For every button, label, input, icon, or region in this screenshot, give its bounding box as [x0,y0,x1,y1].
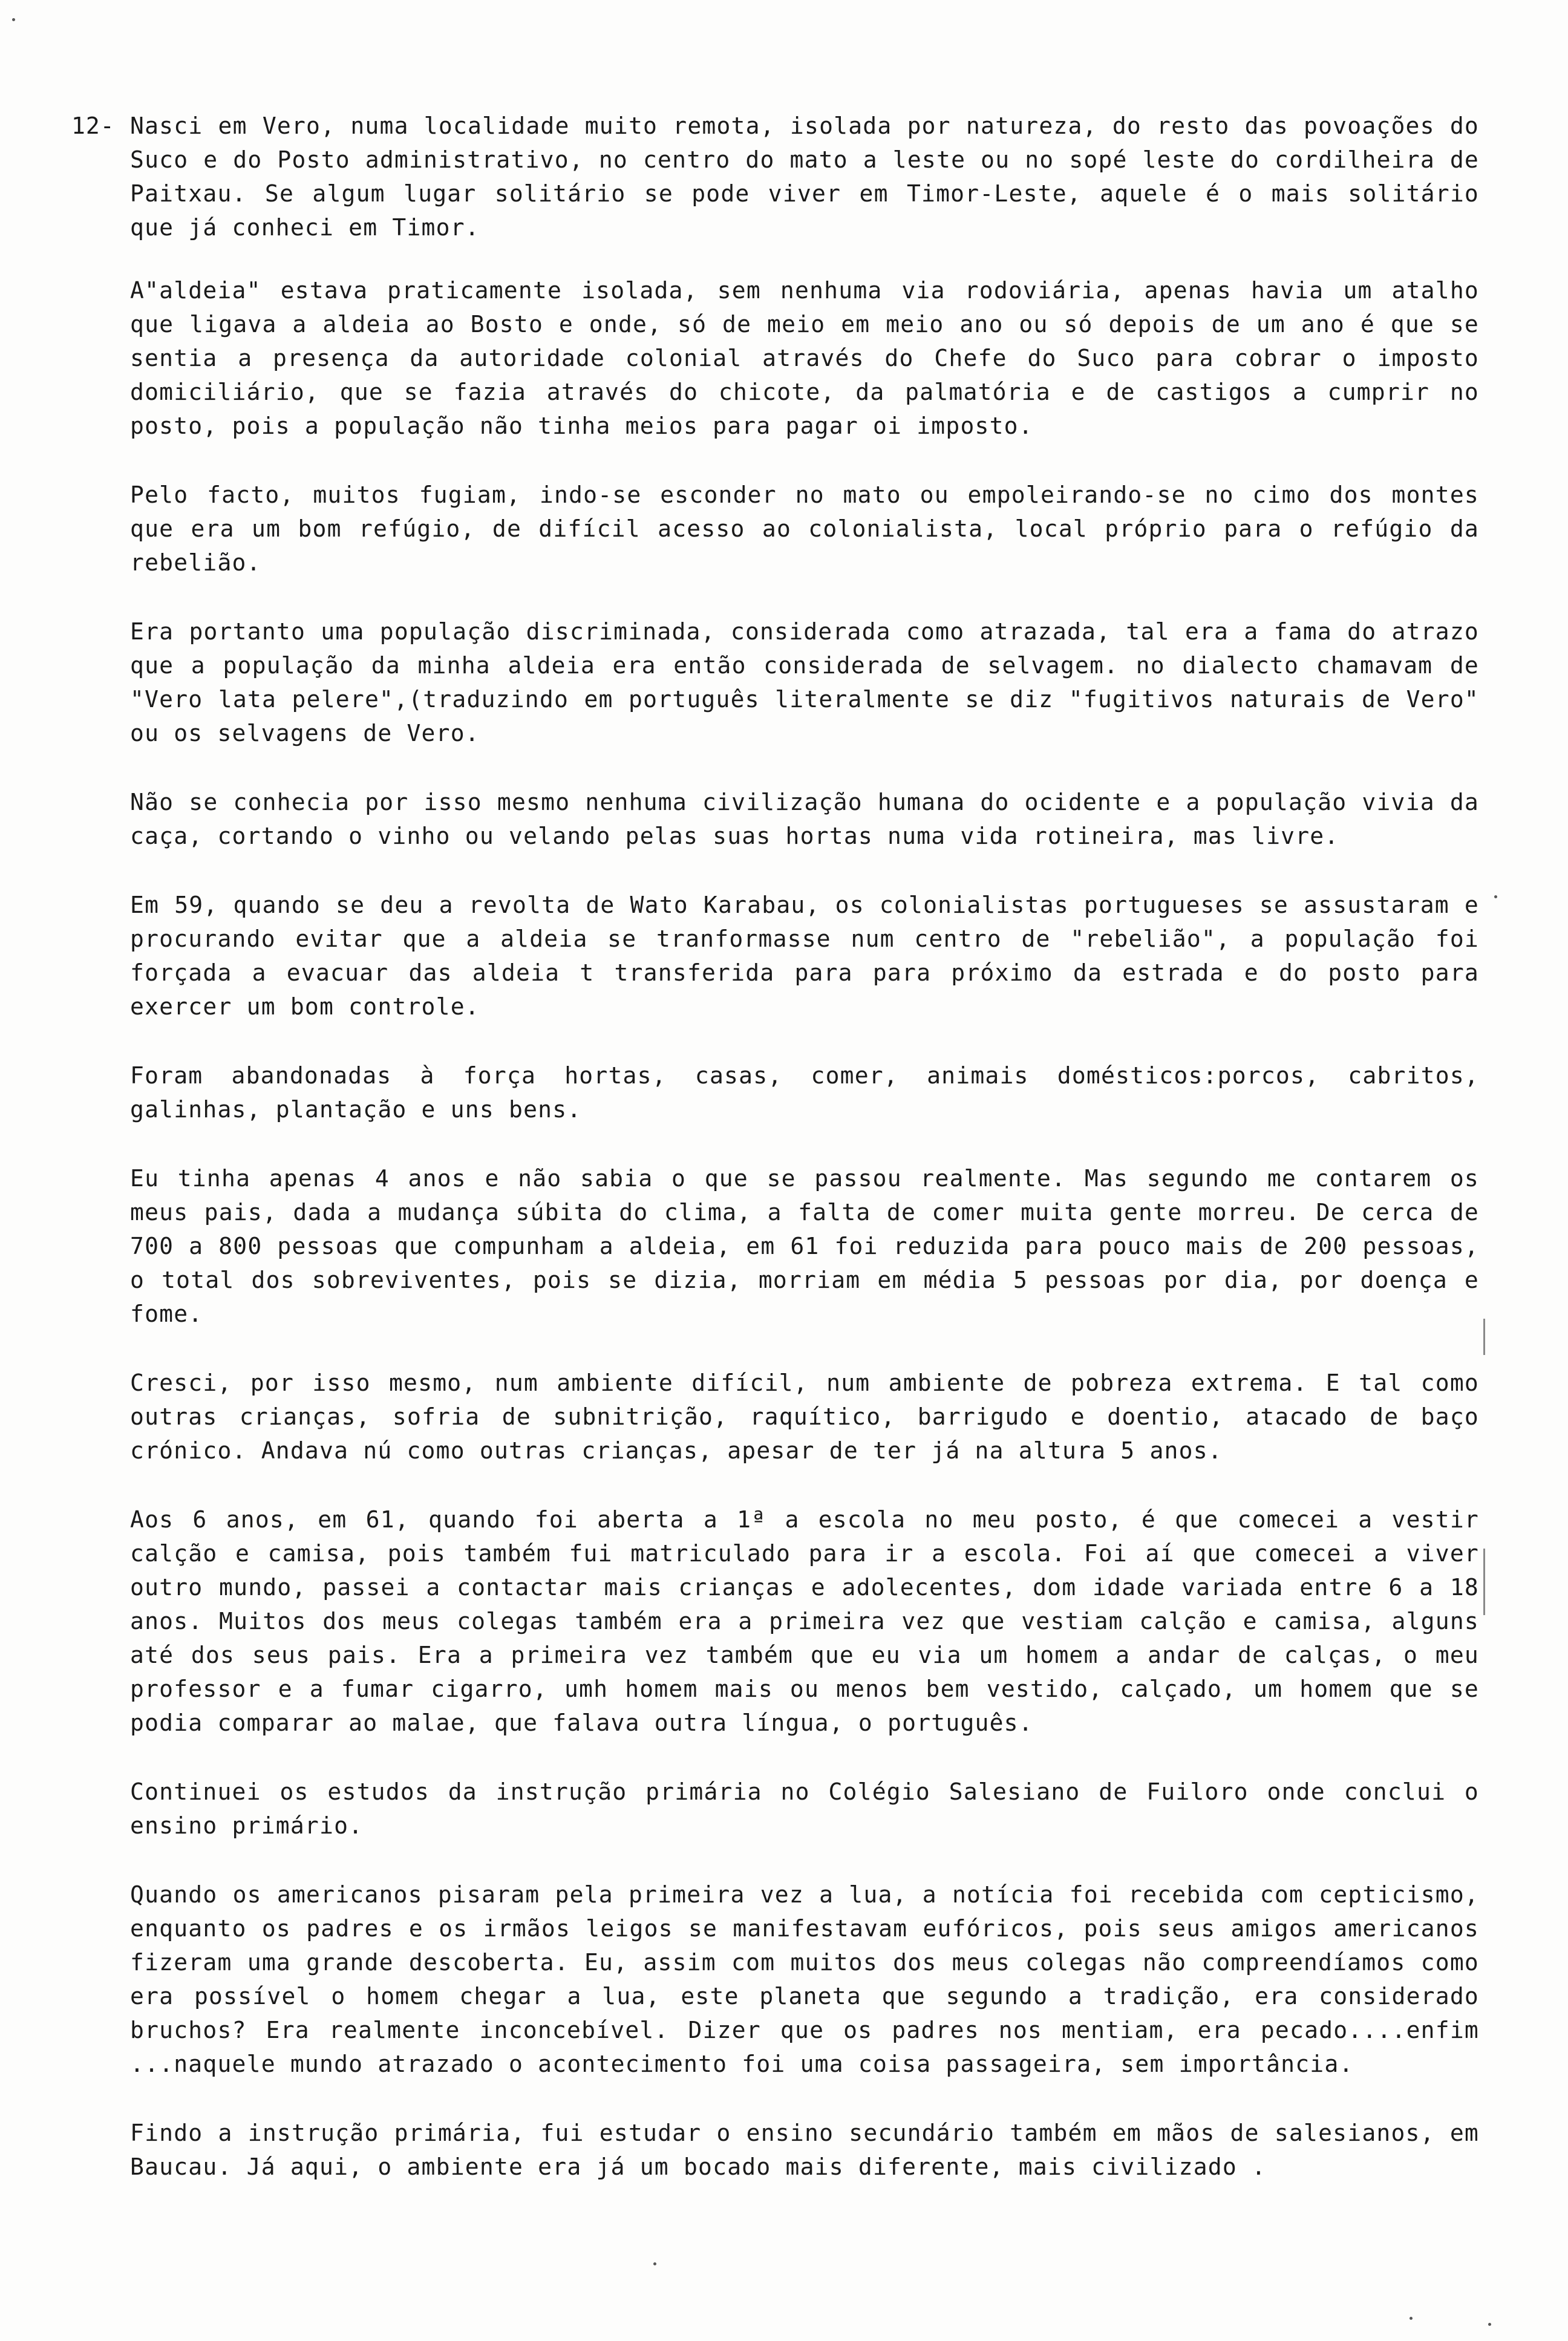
scan-speck [1410,2317,1413,2320]
scan-speck [1488,2323,1491,2326]
item-number: 12- [71,113,115,139]
paragraph: Era portanto uma população discriminada, considerada como atrazada, tal era a fama do atrazo que a população da minha aldeia era então considerada de selvagem. no dialecto chamavam de "Vero lata pelere",(traduzindo em português literalmente se diz "fugitivos naturais de Vero" ou os selvagens de Vero. [130,618,1479,746]
document-body [130,109,1479,2219]
scan-speck [12,18,15,21]
paragraph: Continuei os estudos da instrução primária no Colégio Salesiano de Fuiloro onde conclui o ensino primário. [130,1778,1479,1839]
paragraph: Em 59, quando se deu a revolta de Wato Karabau, os colonialistas portugueses se assustaram e procurando evitar que a aldeia se tranformasse num centro de "rebelião", a população foi forçada a evacuar das aldeia t transferida para para próximo da estrada e do posto para exercer um bom controle. [130,892,1479,1020]
paragraph: Não se conhecia por isso mesmo nenhuma civilização humana do ocidente e a população vivia da caça, cortando o vinho ou velando pelas suas hortas numa vida rotineira, mas livre. [130,789,1479,849]
margin-mark [1483,1549,1485,1615]
paragraph: A"aldeia" estava praticamente isolada, sem nenhuma via rodoviária, apenas havia um atalho que ligava a aldeia ao Bosto e onde, só de meio em meio ano ou só depois de um ano é que se sentia a presença da autoridade colonial através do Chefe do Suco para cobrar o imposto domiciliário, que se fazia através do chicote, da palmatória e de castigos a cumprir no posto, pois a população não tinha meios para pagar oi imposto. [130,277,1479,439]
paragraph: Eu tinha apenas 4 anos e não sabia o que se passou realmente. Mas segundo me contarem os meus pais, dada a mudança súbita do clima, a falta de comer muita gente morreu. De cerca de 700 a 800 pessoas que compunham a aldeia, em 61 foi reduzida para pouco mais de 200 pessoas, o total dos sobreviventes, pois se dizia, morriam em média 5 pessoas por dia, por doença e fome. [130,1165,1479,1327]
paragraph: Quando os americanos pisaram pela primeira vez a lua, a notícia foi recebida com cepticismo, enquanto os padres e os irmãos leigos se manifestavam eufóricos, pois seus amigos americanos fizeram uma grande descoberta. Eu, assim com muitos dos meus colegas não compreendíamos como era possível o homem chegar a lua, este planeta que segundo a tradição, era considerado bruchos? Era realmente inconcebível. Dizer que os padres nos mentiam, era pecado....enfim ...naquele mundo atrazado o acontecimento foi uma coisa passageira, sem importância. [130,1881,1479,2077]
paragraph: Aos 6 anos, em 61, quando foi aberta a 1ª a escola no meu posto, é que comecei a vestir calção e camisa, pois também fui matriculado para ir a escola. Foi aí que comecei a viver outro mundo, passei a contactar mais crianças e adolecentes, dom idade variada entre 6 a 18 anos. Muitos dos meus colegas também era a primeira vez que vestiam calção e camisa, alguns até dos seus pais. Era a primeira vez também que eu via um homem a andar de calças, o meu professor e a fumar cigarro, umh homem mais ou menos bem vestido, calçado, um homem que se podia comparar ao malae, que falava outra língua, o português. [130,1506,1479,1736]
paragraph: Findo a instrução primária, fui estudar o ensino secundário também em mãos de salesianos, em Baucau. Já aqui, o ambiente era já um bocado mais diferente, mais civilizado . [130,2120,1479,2180]
paragraph: Pelo facto, muitos fugiam, indo-se esconder no mato ou empoleirando-se no cimo dos montes que era um bom refúgio, de difícil acesso ao colonialista, local próprio para o refúgio da rebelião. [130,482,1479,576]
paragraph: Cresci, por isso mesmo, num ambiente difícil, num ambiente de pobreza extrema. E tal como outras crianças, sofria de subnitrição, raquítico, barrigudo e doentio, atacado de baço crónico. Andava nú como outras crianças, apesar de ter já na altura 5 anos. [130,1370,1479,1464]
margin-mark [1483,1319,1485,1355]
paragraph: Foram abandonadas à força hortas, casas, comer, animais domésticos:porcos, cabritos, galinhas, plantação e uns bens. [130,1062,1479,1123]
scan-speck [653,2262,656,2265]
scan-speck [1494,895,1497,898]
paragraph: Nasci em Vero, numa localidade muito remota, isolada por natureza, do resto das povoações do Suco e do Posto administrativo, no centro do mato a leste ou no sopé leste do cordilheira de Paitxau. Se algum lugar solitário se pode viver em Timor-Leste, aquele é o mais solitário que já conheci em Timor. [130,113,1479,241]
